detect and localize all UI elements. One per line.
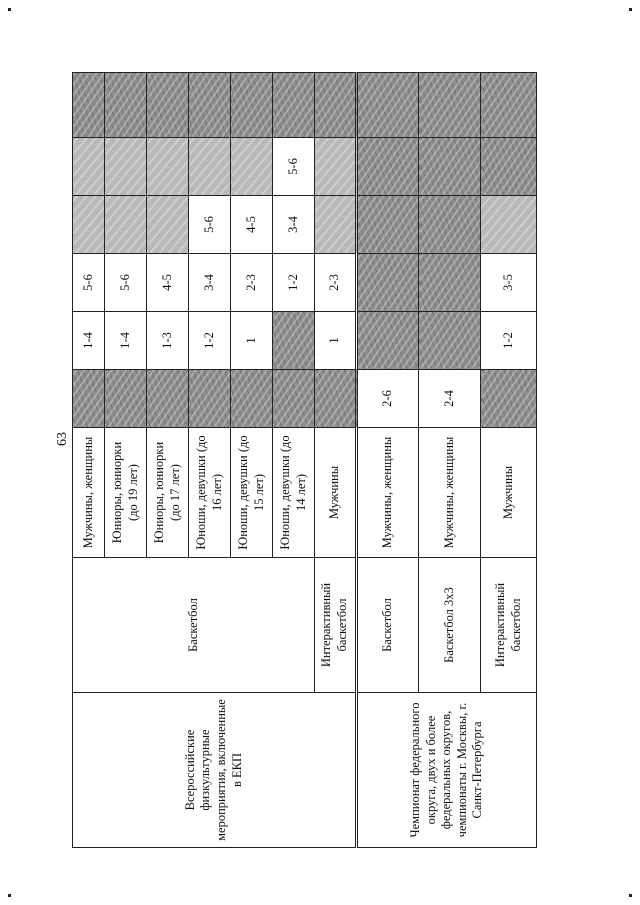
category-cell: Юниоры, юниорки (до 17 лет): [147, 428, 189, 558]
rank-cell: [419, 312, 481, 370]
scan-mark: [629, 894, 632, 897]
rank-cell: [147, 73, 189, 138]
sport-cell: Баскетбол: [73, 558, 315, 693]
rank-cell: [419, 196, 481, 254]
page-number: 63: [55, 432, 70, 446]
rank-cell: [419, 73, 481, 138]
rank-cell: [357, 312, 419, 370]
rank-cell: 5-6: [273, 138, 315, 196]
rank-cell: [481, 370, 537, 428]
rank-cell: 2-6: [357, 370, 419, 428]
rank-cell: [147, 196, 189, 254]
rank-cell: [147, 138, 189, 196]
rank-cell: [189, 138, 231, 196]
rank-cell: 1: [315, 312, 357, 370]
sport-cell: Интерактивный баскетбол: [315, 558, 357, 693]
rank-cell: 1-2: [189, 312, 231, 370]
rank-cell: [189, 370, 231, 428]
rotated-table-container: [72, 73, 532, 848]
rank-cell: 3-5: [481, 254, 537, 312]
rank-cell: 1-2: [481, 312, 537, 370]
category-cell: Юноши, девушки (до 16 лет): [189, 428, 231, 558]
rank-cell: [273, 312, 315, 370]
rank-cell: [105, 196, 147, 254]
category-cell: Мужчины: [481, 428, 537, 558]
category-cell: Мужчины, женщины: [419, 428, 481, 558]
rank-cell: [105, 73, 147, 138]
table-row: [73, 73, 105, 848]
rank-cell: [73, 138, 105, 196]
rank-cell: [357, 73, 419, 138]
rank-cell: [231, 370, 273, 428]
rank-cell: [105, 370, 147, 428]
rank-cell: [315, 138, 357, 196]
category-cell: Юниоры, юниорки (до 19 лет): [105, 428, 147, 558]
sport-cell: Интерактивный баскетбол: [481, 558, 537, 693]
rank-cell: 3-4: [189, 254, 231, 312]
rank-cell: 5-6: [189, 196, 231, 254]
sport-cell: Баскетбол: [357, 558, 419, 693]
rank-cell: [315, 196, 357, 254]
rank-cell: [357, 196, 419, 254]
rank-cell: [481, 73, 537, 138]
rank-cell: 4-5: [231, 196, 273, 254]
rank-cell: 2-3: [231, 254, 273, 312]
rank-cell: 1-4: [73, 312, 105, 370]
rank-cell: [73, 196, 105, 254]
rank-cell: 1-2: [273, 254, 315, 312]
rank-cell: 3-4: [273, 196, 315, 254]
rank-cell: [315, 370, 357, 428]
category-cell: Мужчины, женщины: [73, 428, 105, 558]
rank-cell: [481, 196, 537, 254]
rank-cell: 1: [231, 312, 273, 370]
rank-cell: [105, 138, 147, 196]
rank-cell: [231, 138, 273, 196]
rank-cell: 5-6: [105, 254, 147, 312]
rank-cell: [419, 254, 481, 312]
rank-cell: [73, 73, 105, 138]
rank-cell: [273, 370, 315, 428]
rank-cell: [231, 73, 273, 138]
rank-cell: [357, 254, 419, 312]
table-row: [357, 73, 419, 848]
rank-cell: 2-3: [315, 254, 357, 312]
scan-mark: [8, 8, 11, 11]
rank-cell: [419, 138, 481, 196]
rank-cell: [357, 138, 419, 196]
ranking-table: [72, 72, 537, 848]
event-group-cell: Чемпионат федерального округа, двух и более федеральных округов, чемпионаты г. Москвы, г. Санкт-Петербурга: [357, 693, 537, 848]
category-cell: Юноши, девушки (до 15 лет): [231, 428, 273, 558]
rank-cell: 5-6: [73, 254, 105, 312]
rank-cell: [315, 73, 357, 138]
rank-cell: 2-4: [419, 370, 481, 428]
rank-cell: [481, 138, 537, 196]
category-cell: Юноши, девушки (до 14 лет): [273, 428, 315, 558]
rank-cell: [189, 73, 231, 138]
event-group-cell: Всероссийские физкультурные мероприятия, включенные в ЕКП: [73, 693, 357, 848]
rank-cell: [273, 73, 315, 138]
rank-cell: 1-3: [147, 312, 189, 370]
scan-mark: [8, 894, 11, 897]
sport-cell: Баскетбол 3x3: [419, 558, 481, 693]
category-cell: Мужчины, женщины: [357, 428, 419, 558]
scan-mark: [629, 8, 632, 11]
rank-cell: [73, 370, 105, 428]
rank-cell: 4-5: [147, 254, 189, 312]
category-cell: Мужчины: [315, 428, 357, 558]
rank-cell: 1-4: [105, 312, 147, 370]
rank-cell: [147, 370, 189, 428]
